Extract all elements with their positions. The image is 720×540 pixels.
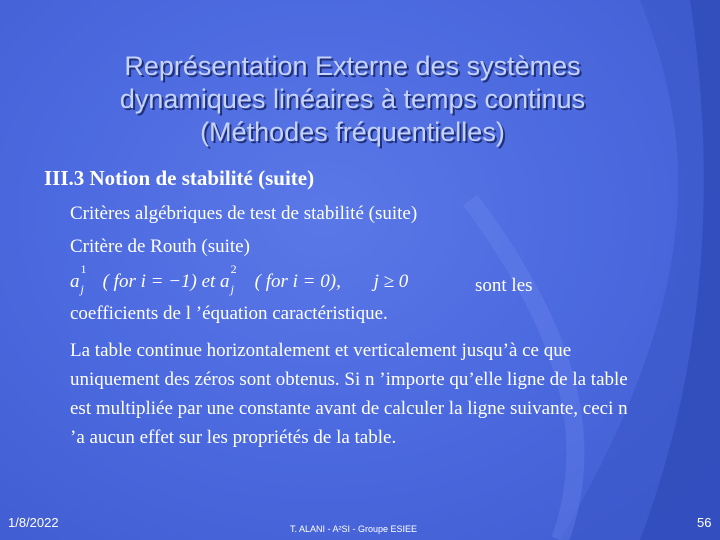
formula-sub-1: j (80, 282, 84, 296)
body-paragraph: La table continue horizontalement et verticalement jusqu’à ce que uniquement des zéros sont obtenus. Si n ’importe qu’elle ligne de la table est multipliée par une constante avant de calculer la ligne suivante, ceci n ’a aucun effet sur les propriétés de la table. (70, 340, 628, 448)
body-line-2: Critère de Routh (suite) (70, 236, 250, 257)
title-line-1: Représentation Externe des systèmes (124, 51, 581, 81)
coefficient-formula (70, 262, 408, 297)
section-heading: III.3 Notion de stabilité (suite) (44, 166, 315, 190)
footer-page-number: 56 (697, 515, 712, 530)
formula-a: a (70, 271, 80, 292)
body-line-1: Critères algébriques de test de stabilité (suite) (70, 203, 418, 224)
formula-condition: j ≥ 0 (373, 271, 409, 292)
formula-part-2: ( for i = 0), (254, 271, 341, 292)
formula-part-1: ( for i = −1) et a (102, 271, 230, 292)
slide-title (40, 50, 665, 149)
formula-index-1: 1 (80, 262, 87, 276)
title-line-2: dynamiques linéaires à temps continus (119, 84, 586, 114)
formula-index-2: 2 (230, 262, 237, 276)
body-sont-les: sont les (475, 275, 533, 296)
footer-date: 1/8/2022 (8, 515, 59, 530)
formula-sub-2: j (230, 282, 234, 296)
body-line-4: coefficients de l ’équation caractéristique. (70, 303, 388, 324)
title-line-3: (Méthodes fréquentielles) (200, 117, 505, 147)
footer-author: T. ALANI - A²SI - Groupe ESIEE (290, 524, 418, 534)
